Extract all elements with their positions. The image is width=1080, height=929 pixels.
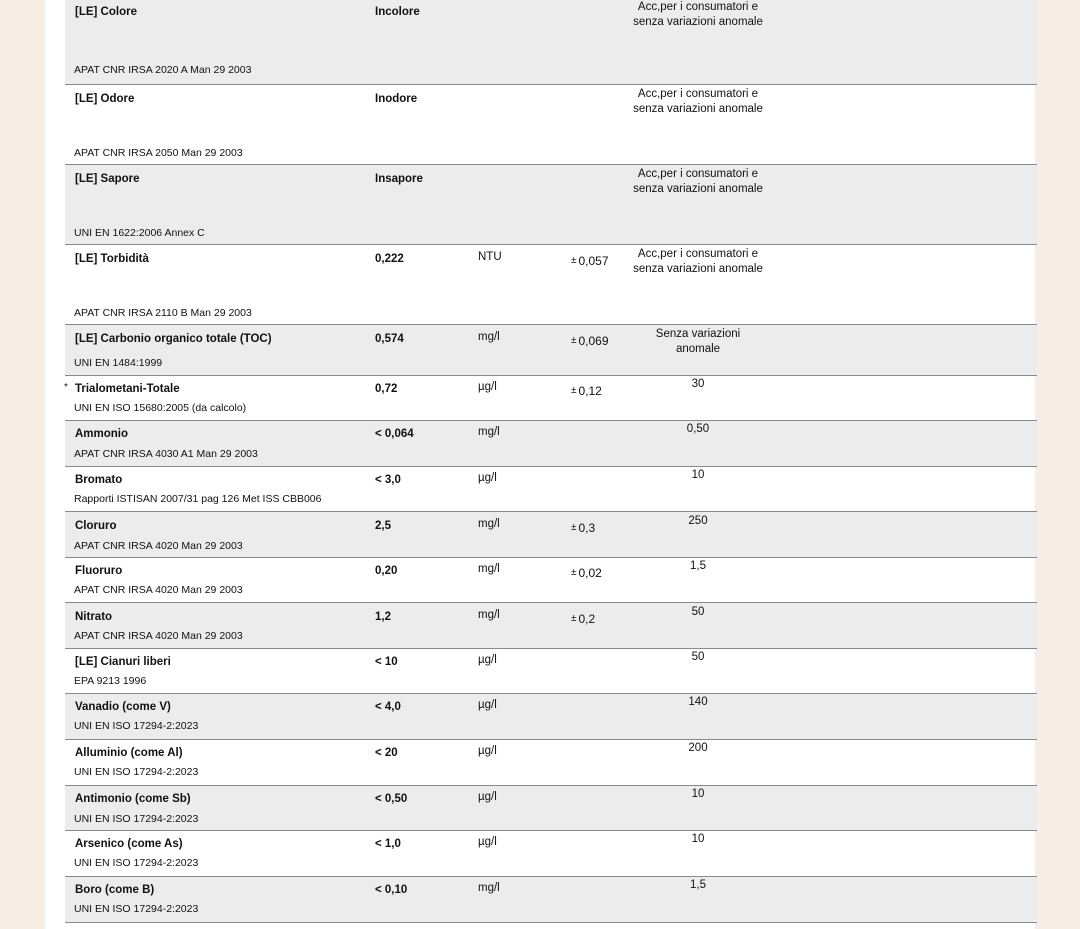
unit-label: mg/l: [478, 563, 500, 575]
parameter-limit: 1,5: [690, 560, 706, 572]
result-value: 1,2: [375, 611, 391, 623]
table-row: [65, 786, 1037, 831]
parameter-limit: 10: [691, 469, 705, 481]
unit-label: mg/l: [478, 518, 500, 530]
parameter-limit: Acc,per i consumatori e senza variazioni anomale: [633, 88, 763, 115]
uncertainty-value: 0,02: [578, 566, 602, 580]
unit-label: µg/l: [478, 699, 497, 711]
method-reference: APAT CNR IRSA 2020 A Man 29 2003: [74, 64, 252, 76]
uncertainty-value: 0,069: [578, 334, 609, 348]
method-reference: UNI EN ISO 15680:2005 (da calcolo): [74, 402, 247, 414]
method-reference: UNI EN 1622:2006 Annex C: [74, 227, 205, 239]
method-reference: APAT CNR IRSA 4020 Man 29 2003: [74, 630, 243, 642]
parameter-name: Boro (come B): [75, 884, 155, 896]
parameter-name: Bromato: [75, 474, 123, 486]
result-value: < 1,0: [375, 838, 401, 850]
unit-label: µg/l: [478, 472, 497, 484]
table-row: [65, 649, 1037, 694]
table-row: [65, 421, 1037, 467]
parameter-name: [LE] Cianuri liberi: [75, 656, 171, 668]
table-row: [65, 165, 1037, 245]
parameter-name: [LE] Odore: [75, 93, 135, 105]
parameter-name: [LE] Sapore: [75, 173, 140, 185]
parameter-limit: 30: [691, 378, 705, 390]
method-reference: UNI EN 1484:1999: [74, 357, 163, 369]
uncertainty: [571, 254, 609, 268]
parameter-limit: 50: [691, 606, 705, 618]
parameter-limit: Acc,per i consumatori e senza variazioni anomale: [633, 1, 763, 28]
uncertainty-value: 0,12: [578, 384, 602, 398]
table-row: [65, 0, 1037, 85]
unit-label: mg/l: [478, 426, 500, 438]
unit-label: µg/l: [478, 745, 497, 757]
table-row: [65, 325, 1037, 376]
parameter-name: Vanadio (come V): [75, 701, 171, 713]
unit-label: mg/l: [478, 331, 500, 343]
unit-label: µg/l: [478, 654, 497, 666]
result-value: < 20: [375, 747, 398, 759]
unit-label: mg/l: [478, 882, 500, 894]
parameter-limit: Acc,per i consumatori e senza variazioni anomale: [633, 168, 763, 195]
result-value: 0,72: [375, 383, 398, 395]
result-value: Inodore: [375, 93, 418, 105]
method-reference: UNI EN ISO 17294-2:2023: [74, 903, 199, 915]
uncertainty: [571, 566, 602, 580]
method-reference: APAT CNR IRSA 2050 Man 29 2003: [74, 147, 243, 159]
parameter-limit: 10: [691, 833, 705, 845]
method-reference: UNI EN ISO 17294-2:2023: [74, 766, 199, 778]
method-reference: APAT CNR IRSA 2110 B Man 29 2003: [74, 307, 252, 319]
plus-minus-sign: ±: [571, 335, 577, 346]
parameter-limit: 250: [688, 515, 708, 527]
parameter-limit: 0,50: [686, 423, 710, 435]
unit-label: µg/l: [478, 791, 497, 803]
plus-minus-sign: ±: [571, 522, 577, 533]
parameter-limit: 10: [691, 788, 705, 800]
uncertainty-value: 0,3: [578, 521, 596, 535]
unit-label: µg/l: [478, 381, 497, 393]
table-row: [65, 877, 1037, 923]
unit-label: mg/l: [478, 609, 500, 621]
method-reference: UNI EN ISO 17294-2:2023: [74, 813, 199, 825]
plus-minus-sign: ±: [571, 255, 577, 266]
table-row: [65, 831, 1037, 877]
parameter-name: [LE] Carbonio organico totale (TOC): [75, 333, 272, 345]
uncertainty: [571, 521, 595, 535]
table-row: [65, 694, 1037, 740]
table-row: [65, 512, 1037, 558]
parameter-limit: Senza variazioni anomale: [655, 328, 741, 355]
result-value: < 0,50: [375, 793, 408, 805]
uncertainty: [571, 612, 595, 626]
parameter-name: [LE] Torbidità: [75, 253, 149, 265]
result-value: 0,574: [375, 333, 404, 345]
parameter-name: Ammonio: [75, 428, 129, 440]
result-value: < 0,064: [375, 428, 414, 440]
method-reference: Rapporti ISTISAN 2007/31 pag 126 Met ISS CBB006: [74, 493, 322, 505]
parameter-name: Trialometani-Totale: [75, 383, 180, 395]
method-reference: EPA 9213 1996: [74, 675, 147, 687]
result-value: 2,5: [375, 520, 391, 532]
parameter-name: Fluoruro: [75, 565, 123, 577]
plus-minus-sign: ±: [571, 385, 577, 396]
method-reference: APAT CNR IRSA 4030 A1 Man 29 2003: [74, 448, 258, 460]
plus-minus-sign: ±: [571, 567, 577, 578]
method-reference: UNI EN ISO 17294-2:2023: [74, 857, 199, 869]
document-page: [45, 0, 1035, 929]
result-value: Insapore: [375, 173, 423, 185]
footnote-marker: *: [64, 382, 68, 393]
result-value: < 0,10: [375, 884, 408, 896]
parameter-limit: 50: [691, 651, 705, 663]
parameter-name: Cloruro: [75, 520, 117, 532]
uncertainty-value: 0,057: [578, 254, 609, 268]
result-value: < 3,0: [375, 474, 401, 486]
table-row: [65, 558, 1037, 603]
plus-minus-sign: ±: [571, 613, 577, 624]
uncertainty: [571, 384, 602, 398]
uncertainty-value: 0,2: [578, 612, 596, 626]
parameter-limit: Acc,per i consumatori e senza variazioni anomale: [633, 248, 763, 275]
method-reference: APAT CNR IRSA 4020 Man 29 2003: [74, 540, 243, 552]
table-row: [65, 740, 1037, 786]
table-row: [65, 85, 1037, 165]
parameter-limit: 200: [688, 742, 708, 754]
result-value: 0,20: [375, 565, 398, 577]
result-value: Incolore: [375, 6, 420, 18]
unit-label: µg/l: [478, 836, 497, 848]
parameter-name: Antimonio (come Sb): [75, 793, 191, 805]
result-value: 0,222: [375, 253, 404, 265]
table-row: [65, 245, 1037, 325]
parameter-name: Arsenico (come As): [75, 838, 183, 850]
parameter-name: [LE] Colore: [75, 6, 137, 18]
table-row: [65, 467, 1037, 512]
parameter-limit: 140: [688, 696, 708, 708]
result-value: < 10: [375, 656, 398, 668]
parameter-limit: 1,5: [690, 879, 706, 891]
method-reference: APAT CNR IRSA 4020 Man 29 2003: [74, 584, 243, 596]
result-value: < 4,0: [375, 701, 401, 713]
method-reference: UNI EN ISO 17294-2:2023: [74, 720, 199, 732]
unit-label: NTU: [478, 251, 502, 263]
uncertainty: [571, 334, 609, 348]
results-table: [65, 0, 1037, 923]
parameter-name: Alluminio (come Al): [75, 747, 183, 759]
table-row: [65, 376, 1037, 421]
table-row: [65, 603, 1037, 649]
parameter-name: Nitrato: [75, 611, 113, 623]
